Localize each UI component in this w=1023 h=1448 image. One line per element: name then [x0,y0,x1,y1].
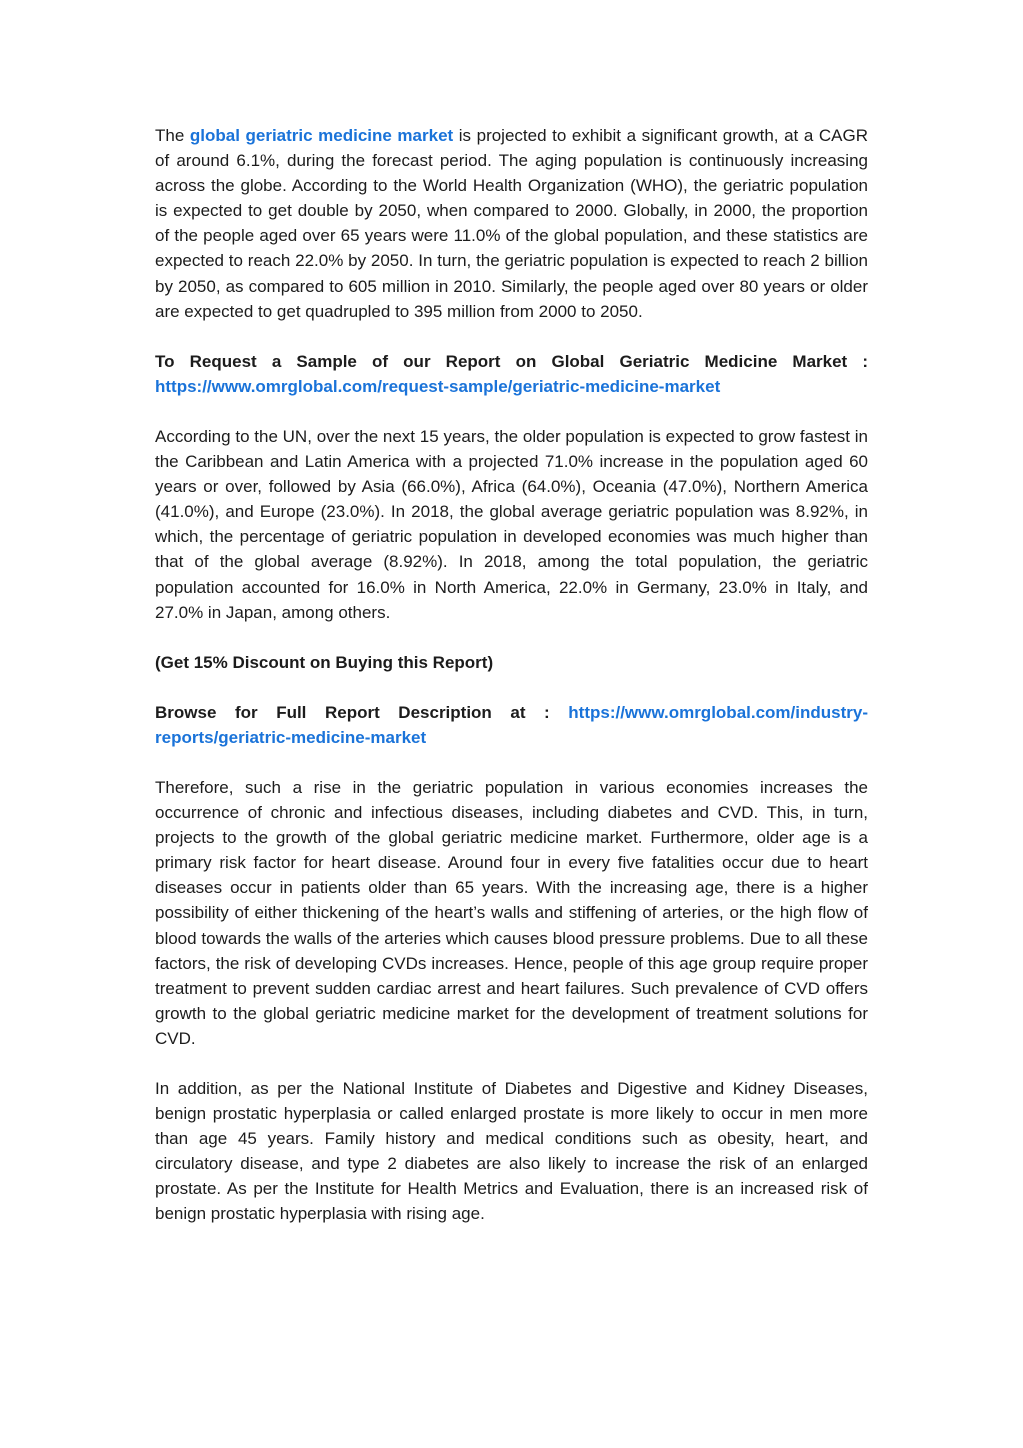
browse-link[interactable]: https://www.omrglobal.com/industry-reports/geriatric-medicine-market [155,702,868,747]
intro-text: is projected to exhibit a significant growth, at a CAGR of around 6.1%, during the forecast period. The aging population is continuously increasing across the globe. According to the World Health Organization (WHO), the geriatric population is expected to get double by 2050, when compared to 2000. Globally, in 2000, the proportion of the people aged over 65 years were 11.0% of the global population, and these statistics are expected to reach 22.0% by 2050. In turn, the geriatric population is expected to reach 2 billion by 2050, as compared to 605 million in 2010. Similarly, the people aged over 80 years or older are expected to get quadrupled to 395 million from 2000 to 2050. [155,126,868,321]
market-link[interactable]: global geriatric medicine market [189,126,454,145]
intro-prefix: The [155,126,190,145]
prostate-paragraph: In addition, as per the National Institute of Diabetes and Digestive and Kidney Diseases, benign prostatic hyperplasia or called enlarged prostate is more likely to occur in men more than age 45 years. Family history and medical conditions such as obesity, heart, and circulatory disease, and type 2 diabetes are also likely to increase the risk of an enlarged prostate. As per the Institute for Health Metrics and Evaluation, there is an increased risk of benign prostatic hyperplasia with rising age. [155,1079,868,1224]
cvd-paragraph: Therefore, such a rise in the geriatric population in various economies increases the occurrence of chronic and infectious diseases, including diabetes and CVD. This, in turn, projects to the growth of the global geriatric medicine market. Furthermore, older age is a primary risk factor for heart disease. Around four in every five fatalities occur due to heart diseases occur in patients older than 65 years. With the increasing age, there is a higher possibility of either thickening of the heart’s walls and stiffening of arteries, or the high flow of blood towards the walls of the arteries which causes blood pressure problems. Due to all these factors, the risk of developing CVDs increases. Hence, people of this age group require proper treatment to prevent sudden cardiac arrest and heart failures. Such prevalence of CVD offers growth to the global geriatric medicine market for the development of treatment solutions for CVD. [155,777,868,1048]
sample-request-link[interactable]: https://www.omrglobal.com/request-sample/geriatric-medicine-market [155,376,721,396]
discount-text: (Get 15% Discount on Buying this Report) [155,652,494,672]
document-page [155,123,868,1252]
browse-block [155,700,868,750]
intro-paragraph [155,123,868,324]
sample-request-block [155,349,868,399]
browse-label: Browse for Full Report Description at : [155,702,569,722]
un-paragraph: According to the UN, over the next 15 years, the older population is expected to grow fastest in the Caribbean and Latin America with a projected 71.0% increase in the population aged 60 years or over, followed by Asia (66.0%), Africa (64.0%), Oceania (47.0%), Northern America (41.0%), and Europe (23.0%). In 2018, the global average geriatric population was 8.92%, in which, the percentage of geriatric population in developed economies was much higher than that of the global average (8.92%). In 2018, among the total population, the geriatric population accounted for 16.0% in North America, 22.0% in Germany, 23.0% in Italy, and 27.0% in Japan, among others. [155,426,868,622]
sample-request-label: To Request a Sample of our Report on Global Geriatric Medicine Market : [155,351,868,371]
